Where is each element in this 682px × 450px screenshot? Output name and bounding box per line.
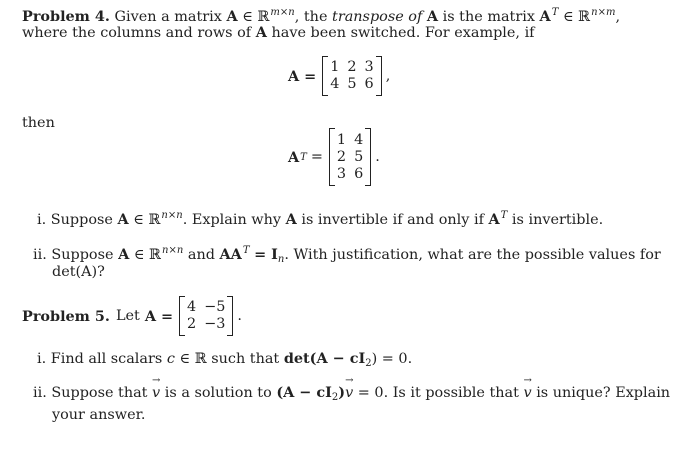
- then-word: then: [22, 115, 55, 131]
- text: the: [303, 9, 328, 25]
- text: Suppose: [51, 247, 114, 263]
- text: is the matrix: [442, 9, 535, 25]
- left-bracket: [322, 56, 328, 96]
- text: and: [187, 247, 215, 263]
- matrix-cell: 5: [354, 148, 364, 165]
- text: . Explain why: [182, 212, 282, 228]
- text: where the columns and rows of: [22, 25, 252, 41]
- sym-R: ℝ: [257, 9, 270, 25]
- problem4-line2: [22, 24, 535, 42]
- A-equals: A =: [144, 307, 174, 325]
- problem5-statement: [22, 296, 242, 336]
- sym-A: A: [226, 8, 238, 25]
- sym-in: ∈: [179, 351, 191, 367]
- text: Suppose that: [51, 385, 148, 401]
- problem4-item-ii-line2: det(A)?: [52, 264, 105, 280]
- text: Suppose: [50, 212, 113, 228]
- sym-A: A: [118, 246, 130, 263]
- sym-in: ∈: [562, 9, 574, 25]
- matrix-cell: 6: [364, 76, 374, 92]
- sym-A: A: [255, 24, 267, 41]
- A-equals: A =: [288, 67, 317, 85]
- sym-A: A: [288, 148, 300, 166]
- right-bracket: [376, 56, 382, 96]
- sub-2: 2: [365, 358, 372, 369]
- matrix-A-grid: [328, 59, 375, 93]
- text: Let: [115, 308, 140, 324]
- sym-R: ℝ: [149, 247, 162, 263]
- matrix-cell: 5: [347, 76, 357, 92]
- dim-nxn: n×n: [161, 210, 183, 221]
- matrix-AT-grid: [335, 132, 365, 183]
- matrix-cell: 2: [187, 316, 197, 332]
- matrix-cell: −5: [204, 299, 226, 315]
- matrix-cell: 4: [330, 76, 340, 92]
- sup-T: T: [242, 245, 250, 256]
- comma: ,: [615, 9, 621, 25]
- right-bracket: [227, 296, 233, 336]
- problem4-item-ii: [33, 242, 661, 269]
- trail: .: [237, 308, 242, 324]
- matrix-cell: −3: [204, 316, 226, 332]
- matrix-cell: 3: [336, 165, 347, 182]
- vec-v: → v: [345, 384, 353, 402]
- sym-A: A: [488, 211, 500, 228]
- vec-v: → v: [152, 384, 160, 402]
- sym-A: A: [539, 8, 551, 25]
- sym-c: c: [166, 351, 175, 367]
- trail: .: [375, 149, 380, 165]
- text: is invertible.: [511, 212, 604, 228]
- sym-A: A: [285, 211, 297, 228]
- matrix-5-grid: [185, 299, 227, 333]
- item-label: i.: [37, 351, 47, 367]
- dim-nxm: n×m: [591, 7, 616, 18]
- problem4-item-i: [37, 207, 603, 229]
- expr-end: ): [338, 384, 346, 401]
- expr: (A − cI: [276, 384, 332, 401]
- dim-nxn: n×n: [162, 245, 184, 256]
- sym-R: ℝ: [194, 351, 207, 367]
- sym-in: ∈: [133, 212, 144, 228]
- sup-T: T: [300, 151, 307, 163]
- trail: ,: [385, 68, 391, 84]
- sym-AA: AA: [219, 246, 242, 263]
- sup-T: T: [551, 7, 559, 18]
- item-label: i.: [37, 212, 47, 228]
- problem5-heading: Problem 5.: [22, 307, 110, 325]
- matrix-cell: 2: [336, 148, 347, 165]
- problem5-item-ii: [33, 384, 670, 407]
- matrix-cell: 1: [336, 131, 347, 148]
- sub-n: n: [277, 254, 285, 265]
- comma: ,: [294, 9, 300, 25]
- problem5-item-i: [37, 350, 412, 373]
- det-expr: det(A − cI: [283, 350, 366, 367]
- matrix-A-display: [288, 56, 390, 96]
- sym-A: A: [426, 8, 439, 25]
- matrix-cell: 3: [364, 59, 374, 75]
- sup-T: T: [500, 210, 508, 221]
- sym-A: A: [117, 211, 129, 228]
- eq-zero: = 0.: [357, 385, 389, 401]
- sym-in: ∈: [242, 9, 253, 25]
- problem4-line1: [22, 4, 620, 26]
- sym-R: ℝ: [148, 212, 161, 228]
- text: Given a matrix: [114, 9, 222, 25]
- vec-v: → v: [523, 384, 531, 402]
- det-end: ) = 0.: [371, 351, 413, 367]
- text: such that: [211, 351, 280, 367]
- text: is unique? Explain: [536, 385, 671, 401]
- eq-I: = I: [254, 246, 278, 263]
- matrix-cell: 4: [354, 131, 364, 148]
- equals: =: [310, 149, 323, 165]
- transpose-term: transpose of: [332, 9, 423, 25]
- matrix-cell: 4: [187, 299, 197, 315]
- right-bracket: [365, 128, 371, 186]
- text: . With justification, what are the possible values for: [284, 247, 661, 263]
- item-label: ii.: [33, 385, 47, 401]
- item-label: ii.: [33, 247, 47, 263]
- sym-in: ∈: [133, 247, 145, 263]
- matrix-cell: 1: [330, 59, 340, 75]
- matrix-AT-display: [288, 128, 380, 186]
- text: is invertible if and only if: [301, 212, 484, 228]
- text: is a solution to: [164, 385, 272, 401]
- problem4-heading: Problem 4.: [22, 8, 110, 25]
- text: have been switched. For example, if: [271, 25, 535, 41]
- text: Find all scalars: [50, 351, 163, 367]
- matrix-cell: 2: [347, 59, 357, 75]
- dim-mxn: m×n: [270, 7, 295, 18]
- left-bracket: [179, 296, 185, 336]
- problem5-item-ii-line2: your answer.: [52, 407, 146, 423]
- sym-R: ℝ: [578, 9, 591, 25]
- matrix-cell: 6: [354, 165, 364, 182]
- left-bracket: [329, 128, 335, 186]
- sub-2: 2: [331, 392, 339, 403]
- text: Is it possible that: [392, 385, 519, 401]
